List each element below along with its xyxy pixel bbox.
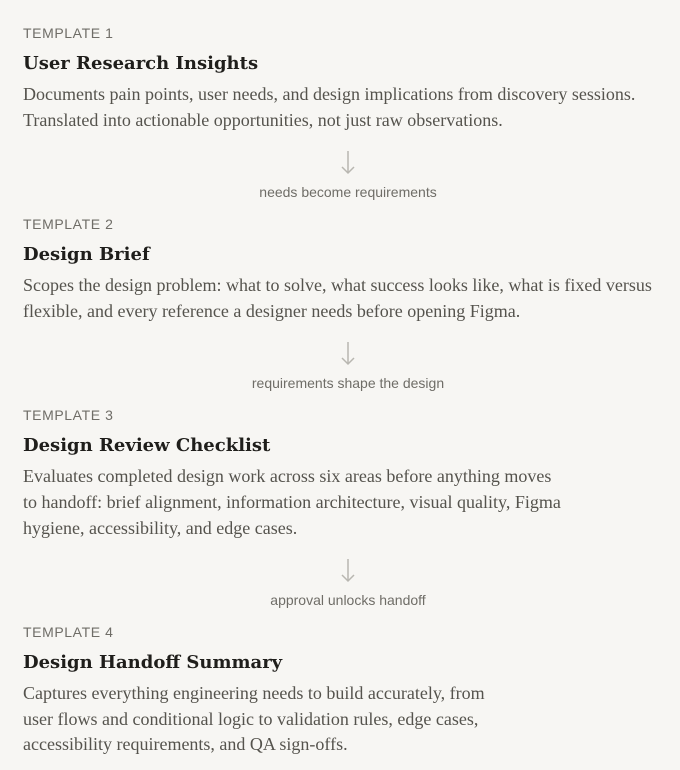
connector-label: approval unlocks handoff [270,592,426,609]
template-kicker: TEMPLATE 3 [23,407,114,424]
template-card-4 [23,623,671,758]
template-description: Documents pain points, user needs, and design implications from discovery sessions. Translated into actionable opportunities, not just raw observations. [23,84,636,130]
template-title: Design Handoff Summary [23,652,283,674]
template-title: Design Review Checklist [23,435,271,457]
template-kicker: TEMPLATE 1 [23,25,114,41]
template-kicker: TEMPLATE 4 [23,624,114,641]
connector-label: needs become requirements [259,184,437,201]
template-kicker: TEMPLATE 2 [23,216,114,233]
arrow-down-icon [340,149,356,177]
template-title: Design Brief [23,244,150,266]
template-card-1 [23,24,671,133]
arrow-down-icon [340,557,356,585]
template-flow [23,24,671,758]
connector-3 [23,557,673,609]
template-card-2 [23,215,671,324]
arrow-down-icon [340,340,356,368]
connector-1 [23,149,673,201]
template-description: Scopes the design problem: what to solve, what success looks like, what is fixed versus flexible, and every reference a designer needs before opening Figma. [23,275,652,321]
connector-label: requirements shape the design [251,375,445,392]
template-title: User Research Insights [23,53,259,74]
template-description: Evaluates completed design work across six areas before anything moves to handoff: brief alignment, information architecture, visual quality, Figma hygiene, accessibility, and edge cases. [23,466,561,538]
template-card-3 [23,406,671,541]
connector-2 [23,340,673,392]
template-description: Captures everything engineering needs to build accurately, from user flows and conditional logic to validation rules, edge cases, accessibility requirements, and QA sign-offs. [23,683,485,755]
